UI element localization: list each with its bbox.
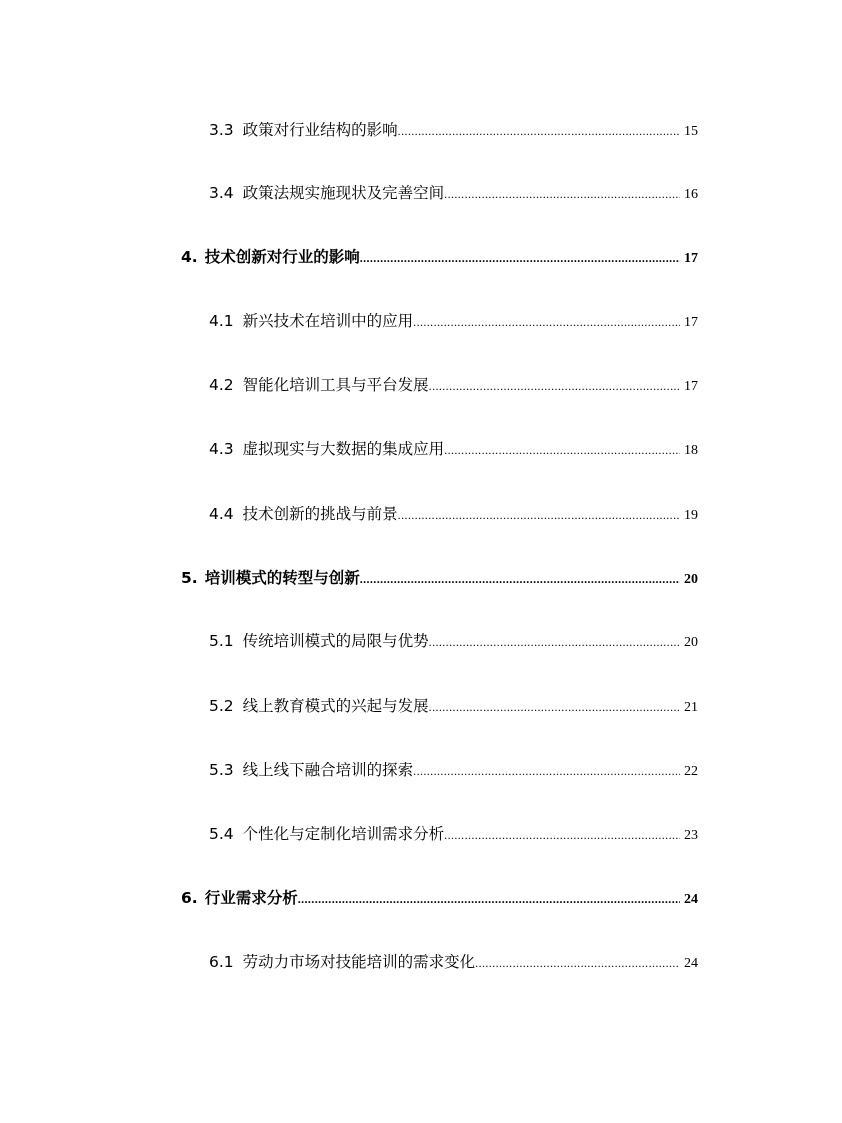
toc-entry-number: 4. bbox=[181, 248, 198, 266]
toc-entry-title: 技术创新的挑战与前景 bbox=[242, 505, 398, 523]
dot-leader bbox=[413, 310, 680, 334]
toc-entry-6-1[interactable] bbox=[209, 950, 698, 974]
toc-entry-number: 5.1 bbox=[209, 632, 234, 650]
dot-leader bbox=[444, 182, 680, 206]
toc-entry-title: 政策对行业结构的影响 bbox=[242, 121, 398, 139]
toc-entry-page: 17 bbox=[684, 251, 698, 266]
toc-entry-page: 17 bbox=[684, 315, 698, 330]
toc-entry-number: 5. bbox=[181, 569, 198, 587]
toc-entry-title: 劳动力市场对技能培训的需求变化 bbox=[242, 953, 476, 971]
toc-entry-number: 3.4 bbox=[209, 184, 234, 202]
toc-entry-page: 21 bbox=[684, 700, 698, 715]
toc-entry-title: 新兴技术在培训中的应用 bbox=[242, 312, 414, 330]
toc-entry-4-2[interactable] bbox=[209, 373, 698, 397]
toc-entry-title: 个性化与定制化培训需求分析 bbox=[242, 825, 445, 843]
toc-entry-4-3[interactable] bbox=[209, 437, 698, 461]
dot-leader bbox=[298, 887, 680, 911]
toc-entry-number: 5.4 bbox=[209, 825, 234, 843]
toc-entry-5-4[interactable] bbox=[209, 822, 698, 846]
toc-entry-number: 4.2 bbox=[209, 376, 234, 394]
toc-entry-title: 培训模式的转型与创新 bbox=[204, 569, 360, 587]
toc-entry-page: 24 bbox=[684, 956, 698, 971]
toc-entry-page: 24 bbox=[684, 892, 698, 907]
dot-leader bbox=[398, 503, 680, 527]
toc-entry-4-1[interactable] bbox=[209, 309, 698, 333]
toc-entry-5-1[interactable] bbox=[209, 629, 698, 653]
dot-leader bbox=[429, 695, 680, 719]
dot-leader bbox=[413, 759, 680, 783]
toc-entry-5-3[interactable] bbox=[209, 758, 698, 782]
toc-entry-5[interactable] bbox=[181, 566, 698, 590]
toc-entry-4[interactable] bbox=[181, 245, 698, 269]
toc-entry-page: 23 bbox=[684, 828, 698, 843]
dot-leader bbox=[398, 119, 680, 143]
toc-entry-number: 6. bbox=[181, 889, 198, 907]
dot-leader bbox=[444, 438, 680, 462]
toc-entry-title: 线上线下融合培训的探索 bbox=[242, 761, 414, 779]
toc-entry-page: 15 bbox=[684, 124, 698, 139]
dot-leader bbox=[475, 951, 680, 975]
toc-entry-page: 18 bbox=[684, 443, 698, 458]
toc-entry-page: 22 bbox=[684, 764, 698, 779]
toc-entry-3-4[interactable] bbox=[209, 181, 698, 205]
toc-entry-title: 虚拟现实与大数据的集成应用 bbox=[242, 440, 445, 458]
dot-leader bbox=[429, 374, 680, 398]
toc-entry-4-4[interactable] bbox=[209, 502, 698, 526]
toc-entry-6[interactable] bbox=[181, 886, 698, 910]
toc-entry-page: 17 bbox=[684, 379, 698, 394]
toc-entry-number: 5.2 bbox=[209, 697, 234, 715]
toc-entry-page: 19 bbox=[684, 508, 698, 523]
dot-leader bbox=[360, 246, 680, 270]
toc-entry-number: 3.3 bbox=[209, 121, 234, 139]
toc-entry-number: 4.1 bbox=[209, 312, 234, 330]
toc-entry-title: 传统培训模式的局限与优势 bbox=[242, 632, 429, 650]
toc-entry-title: 政策法规实施现状及完善空间 bbox=[242, 184, 445, 202]
dot-leader bbox=[444, 823, 680, 847]
toc-entry-number: 5.3 bbox=[209, 761, 234, 779]
toc-entry-page: 16 bbox=[684, 187, 698, 202]
dot-leader bbox=[360, 567, 680, 591]
toc-entry-number: 4.3 bbox=[209, 440, 234, 458]
toc-entry-title: 智能化培训工具与平台发展 bbox=[242, 376, 429, 394]
toc-entry-number: 4.4 bbox=[209, 505, 234, 523]
dot-leader bbox=[429, 630, 680, 654]
toc-entry-page: 20 bbox=[684, 572, 698, 587]
toc-entry-3-3[interactable] bbox=[209, 118, 698, 142]
toc-entry-title: 行业需求分析 bbox=[204, 889, 298, 907]
toc-entry-5-2[interactable] bbox=[209, 694, 698, 718]
toc-entry-page: 20 bbox=[684, 635, 698, 650]
toc-entry-number: 6.1 bbox=[209, 953, 234, 971]
toc-entry-title: 线上教育模式的兴起与发展 bbox=[242, 697, 429, 715]
toc-entry-title: 技术创新对行业的影响 bbox=[204, 248, 360, 266]
